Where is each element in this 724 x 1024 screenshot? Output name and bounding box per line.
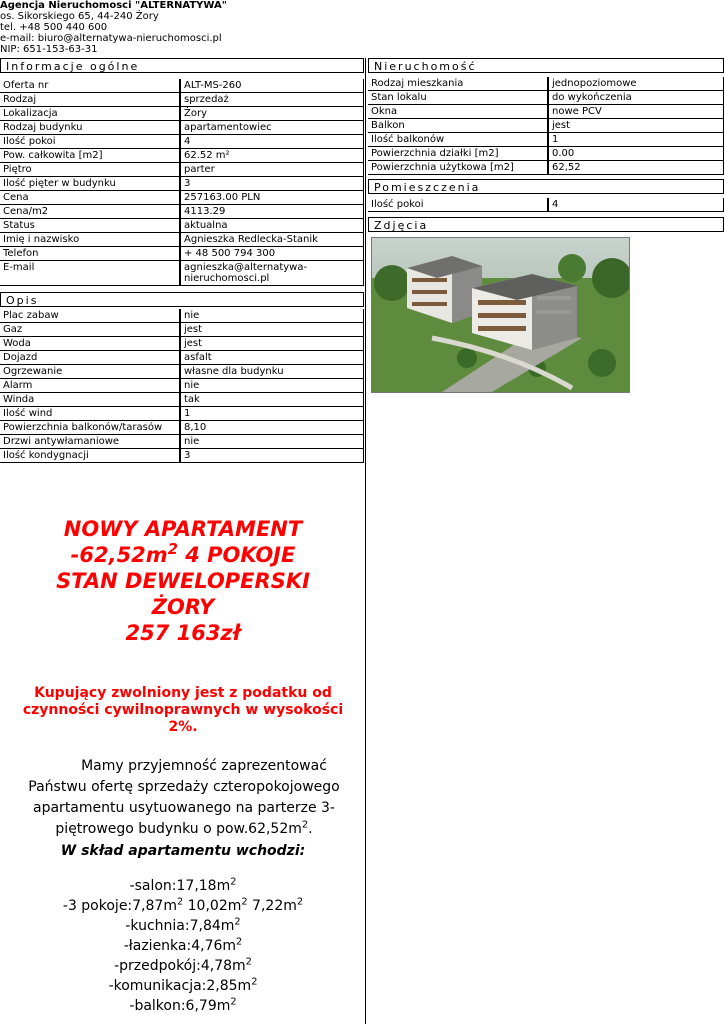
room-item-pre: -salon:17,18m (129, 878, 231, 894)
opis-value: jest (181, 337, 364, 351)
room-item-pre: -łazienka:4,76m (123, 938, 237, 954)
promo-area-sup: 2 (167, 541, 178, 558)
opis-row (0, 393, 364, 407)
tax-note-text: Kupujący zwolniony jest z podatku od czynności cywilnoprawnych w wysokości 2%. (22, 685, 344, 735)
opis-value: jest (181, 323, 364, 337)
room-item-pre: -balkon:6,79m (129, 998, 231, 1014)
opis-label: Ogrzewanie (0, 365, 181, 379)
general-title: Informacje ogólne (0, 58, 364, 73)
general-value: agnieszka@alternatywa-nieruchomosci.pl (181, 261, 364, 286)
property-table (368, 77, 724, 175)
general-row (0, 163, 364, 177)
opis-label: Ilość kondygnacji (0, 449, 181, 463)
property-label: Ilość balkonów (368, 133, 549, 147)
general-value: 62.52 m² (181, 149, 364, 163)
general-label: Rodzaj (0, 93, 181, 107)
promo-price: 257 163zł (125, 621, 241, 645)
room-item-sup: 2 (230, 876, 237, 888)
property-label: Balkon (368, 119, 549, 133)
general-row (0, 261, 364, 286)
description (12, 756, 356, 840)
general-label: Telefon (0, 247, 181, 261)
general-value: aktualna (181, 219, 364, 233)
opis-value: 3 (181, 449, 364, 463)
general-label: Lokalizacja (0, 107, 181, 121)
opis-table (0, 309, 364, 463)
general-row (0, 149, 364, 163)
general-row (0, 93, 364, 107)
apartment-rendering-image (372, 238, 629, 392)
general-label: Cena/m2 (0, 205, 181, 219)
promo-block (0, 516, 366, 646)
opis-row (0, 435, 364, 449)
rooms-table (368, 198, 724, 212)
general-label: Oferta nr (0, 79, 181, 93)
photos-title: Zdjęcia (368, 217, 724, 232)
room-item (0, 976, 366, 996)
opis-value: nie (181, 309, 364, 323)
opis-row (0, 421, 364, 435)
general-row (0, 121, 364, 135)
opis-label: Drzwi antywłamaniowe (0, 435, 181, 449)
description-main: Mamy przyjemność zaprezentować Państwu ofertę sprzedaży czteropokojowego apartamentu usytuowanego na parterze 3-piętrowego budynku o pow.62,52m (28, 758, 340, 837)
opis-row (0, 323, 364, 337)
opis-row (0, 337, 364, 351)
property-row (368, 161, 724, 175)
general-value: Agnieszka Redlecka-Stanik (181, 233, 364, 247)
agency-nip: NIP: 651-153-63-31 (0, 44, 98, 55)
general-label: Imię i nazwisko (0, 233, 181, 247)
general-value: 4113.29 (181, 205, 364, 219)
description-sup: 2 (301, 819, 309, 831)
rooms-title: Pomieszczenia (368, 179, 724, 194)
general-value: 4 (181, 135, 364, 149)
opis-value: asfalt (181, 351, 364, 365)
general-label: Pow. całkowita [m2] (0, 149, 181, 163)
opis-row (0, 351, 364, 365)
general-value: apartamentowiec (181, 121, 364, 135)
opis-label: Woda (0, 337, 181, 351)
opis-label: Powierzchnia balkonów/tarasów (0, 421, 181, 435)
general-value: sprzedaż (181, 93, 364, 107)
promo-area: -62,52m (70, 543, 168, 567)
opis-value: tak (181, 393, 364, 407)
general-row (0, 135, 364, 149)
property-title: Nieruchomość (368, 58, 724, 73)
room-item-sup2: 2 (241, 896, 248, 908)
room-item-sup: 2 (251, 976, 258, 988)
opis-label: Dojazd (0, 351, 181, 365)
opis-row (0, 365, 364, 379)
rooms-value: 4 (549, 198, 724, 212)
property-value: 0.00 (549, 147, 724, 161)
general-value: 3 (181, 177, 364, 191)
promo-rooms: 4 POKOJE (177, 543, 296, 567)
general-table (0, 79, 364, 286)
room-item-sup: 2 (245, 956, 252, 968)
opis-label: Alarm (0, 379, 181, 393)
agency-header (0, 0, 227, 55)
property-value: jednopoziomowe (549, 77, 724, 91)
property-value: 62,52 (549, 161, 724, 175)
general-label: Ilość pokoi (0, 135, 181, 149)
opis-row (0, 379, 364, 393)
property-label: Stan lokalu (368, 91, 549, 105)
room-item-sup: 2 (236, 936, 243, 948)
property-row (368, 77, 724, 91)
room-item-sup: 2 (176, 896, 184, 908)
room-item (0, 936, 366, 956)
property-label: Powierzchnia użytkowa [m2] (368, 161, 549, 175)
opis-label: Plac zabaw (0, 309, 181, 323)
general-row (0, 107, 364, 121)
opis-value: nie (181, 379, 364, 393)
property-row (368, 105, 724, 119)
general-row (0, 233, 364, 247)
property-label: Rodzaj mieszkania (368, 77, 549, 91)
property-value: nowe PCV (549, 105, 724, 119)
right-column (368, 58, 724, 393)
property-row (368, 147, 724, 161)
room-item (0, 956, 366, 976)
general-row (0, 205, 364, 219)
opis-row (0, 309, 364, 323)
left-column (0, 58, 364, 463)
room-item-post: 10,02m (183, 898, 242, 914)
general-value: ALT-MS-260 (181, 79, 364, 93)
general-row (0, 191, 364, 205)
room-item (0, 916, 366, 936)
room-item-sup: 2 (234, 916, 241, 928)
property-label: Okna (368, 105, 549, 119)
opis-value: 1 (181, 407, 364, 421)
tax-note (18, 685, 348, 736)
room-item-post2: 7,22m (247, 898, 297, 914)
promo-headline-4: ŻORY (151, 595, 215, 619)
composition-heading-wrap (0, 843, 366, 859)
general-label: Cena (0, 191, 181, 205)
opis-label: Winda (0, 393, 181, 407)
property-value: do wykończenia (549, 91, 724, 105)
room-item-sup3: 2 (296, 896, 304, 908)
agency-address: os. Sikorskiego 65, 44-240 Żory (0, 11, 159, 22)
room-list (0, 876, 366, 1016)
general-value: + 48 500 794 300 (181, 247, 364, 261)
rooms-label: Ilość pokoi (368, 198, 549, 212)
property-photo[interactable] (371, 237, 630, 393)
property-value: 1 (549, 133, 724, 147)
opis-value: nie (181, 435, 364, 449)
description-end: . (308, 821, 313, 837)
general-row (0, 247, 364, 261)
promo-headline-1: NOWY APARTAMENT (63, 517, 303, 541)
opis-row (0, 449, 364, 463)
promo-headline-2 (0, 542, 366, 568)
description-text (12, 756, 356, 840)
room-item-sup: 2 (230, 996, 237, 1008)
property-label: Powierzchnia działki [m2] (368, 147, 549, 161)
property-value: jest (549, 119, 724, 133)
composition-heading: W skład apartamentu wchodzi: (60, 843, 306, 859)
general-label: Piętro (0, 163, 181, 177)
room-item-pre: -przedpokój:4,78m (114, 958, 246, 974)
agency-name: Agencja Nieruchomosci "ALTERNATYWA" (0, 0, 227, 11)
agency-email: e-mail: biuro@alternatywa-nieruchomosci.pl (0, 33, 222, 44)
property-row (368, 91, 724, 105)
general-row (0, 219, 364, 233)
room-item (0, 996, 366, 1016)
promo-headline-3: STAN DEWELOPERSKI (56, 569, 310, 593)
general-value: Żory (181, 107, 364, 121)
property-row (368, 119, 724, 133)
general-label: Rodzaj budynku (0, 121, 181, 135)
general-label: Status (0, 219, 181, 233)
general-value: parter (181, 163, 364, 177)
room-item (0, 896, 366, 916)
room-item-pre: -kuchnia:7,84m (125, 918, 235, 934)
room-item-pre: -komunikacja:2,85m (108, 978, 252, 994)
opis-row (0, 407, 364, 421)
opis-title: Opis (0, 292, 364, 307)
general-label: Ilość pięter w budynku (0, 177, 181, 191)
opis-value: 8,10 (181, 421, 364, 435)
general-row (0, 79, 364, 93)
opis-label: Gaz (0, 323, 181, 337)
property-row (368, 133, 724, 147)
general-value: 257163.00 PLN (181, 191, 364, 205)
opis-label: Ilość wind (0, 407, 181, 421)
agency-phone: tel. +48 500 440 600 (0, 22, 108, 33)
general-row (0, 177, 364, 191)
opis-value: własne dla budynku (181, 365, 364, 379)
room-item-pre: -3 pokoje:7,87m (62, 898, 177, 914)
room-item (0, 876, 366, 896)
rooms-row (368, 198, 724, 212)
general-label: E-mail (0, 261, 181, 286)
